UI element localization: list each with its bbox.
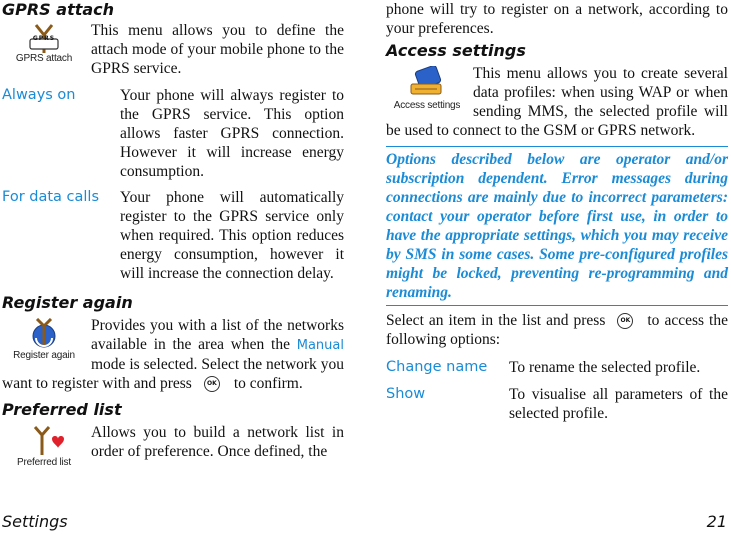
operator-note: Options described below are operator and/or subscription dependent. Error messages during connections are mainly due to incorrect parameters: contact your operator before first use, in order to have the appropriate settings, which you may receive by SMS in some cases. Some pre-configured profiles might be locked, preventing re-programming and renaming. [386,146,728,306]
ok-key-icon-right: OK [617,313,633,329]
select-text-part2: to access the following options: [386,312,728,348]
always-on-term: Always on [2,87,76,103]
ok-key-icon: OK [204,376,220,392]
register-text-part3: to confirm. [233,375,303,392]
for-data-calls-desc: Your phone will automatically register to the GPRS service only when required. This option reduces energy consumption, however it will increase the connection delay. [120,189,344,282]
register-again-section [2,316,344,393]
show-option [386,385,728,423]
gprs-icon-glyph: GPRS [32,35,56,42]
select-text-part1: Select an item in the list and press [386,312,606,329]
gprs-attach-heading: GPRS attach [2,0,115,19]
access-settings-text: This menu allows you to create several data profiles: when using WAP or when sending MMS, the selected profile will be used to connect to the GSM or GPRS network. [386,65,728,139]
manual-keyword: Manual [296,338,344,353]
footer-page-number: 21 [706,512,727,531]
gprs-attach-icon-caption: GPRS attach [15,53,73,64]
preferred-list-antenna-heart-icon [24,425,64,457]
show-term: Show [386,386,426,402]
preferred-list-icon-caption: Preferred list [17,457,71,468]
footer-section-name: Settings [2,512,68,531]
access-settings-heading: Access settings [386,41,526,60]
gprs-attach-section [2,21,344,78]
register-text-part1: Provides you with a list of the networks available in the area when the [91,317,344,353]
select-item-text [386,311,728,349]
for-data-calls-option [2,188,344,283]
register-again-icon-caption: Register again [13,350,75,361]
always-on-desc: Your phone will always register to the GPRS service. This option allows faster GPRS connection. However it will increase energy consumption. [120,87,344,180]
change-name-option [386,358,728,377]
preferred-list-section [2,423,344,473]
for-data-calls-term: For data calls [2,189,100,205]
register-again-icon-box [2,316,86,366]
preferred-list-icon-box [2,423,86,473]
gprs-attach-icon-box [2,21,86,77]
preferred-list-heading: Preferred list [2,400,122,419]
register-again-icon [24,318,64,350]
register-again-heading: Register again [2,293,133,312]
left-column [2,0,344,473]
preferred-list-continuation: phone will try to register on a network, according to your preferences. [386,1,728,37]
change-name-desc: To rename the selected profile. [509,359,701,376]
show-desc: To visualise all parameters of the selected profile. [509,386,728,422]
access-settings-icon-caption: Access settings [393,100,461,111]
access-settings-icon [405,66,449,100]
register-text-part2: mode is selected. Select the network you want to register with and press [2,356,344,392]
access-settings-icon-box [386,64,468,116]
access-settings-section [386,64,728,140]
preferred-list-text: Allows you to build a network list in order of preference. Once defined, the [91,424,344,460]
gprs-attach-text: This menu allows you to define the attach mode of your mobile phone to the GPRS service. [91,22,344,77]
change-name-term: Change name [386,359,488,375]
right-column [386,0,728,423]
always-on-option [2,86,344,181]
